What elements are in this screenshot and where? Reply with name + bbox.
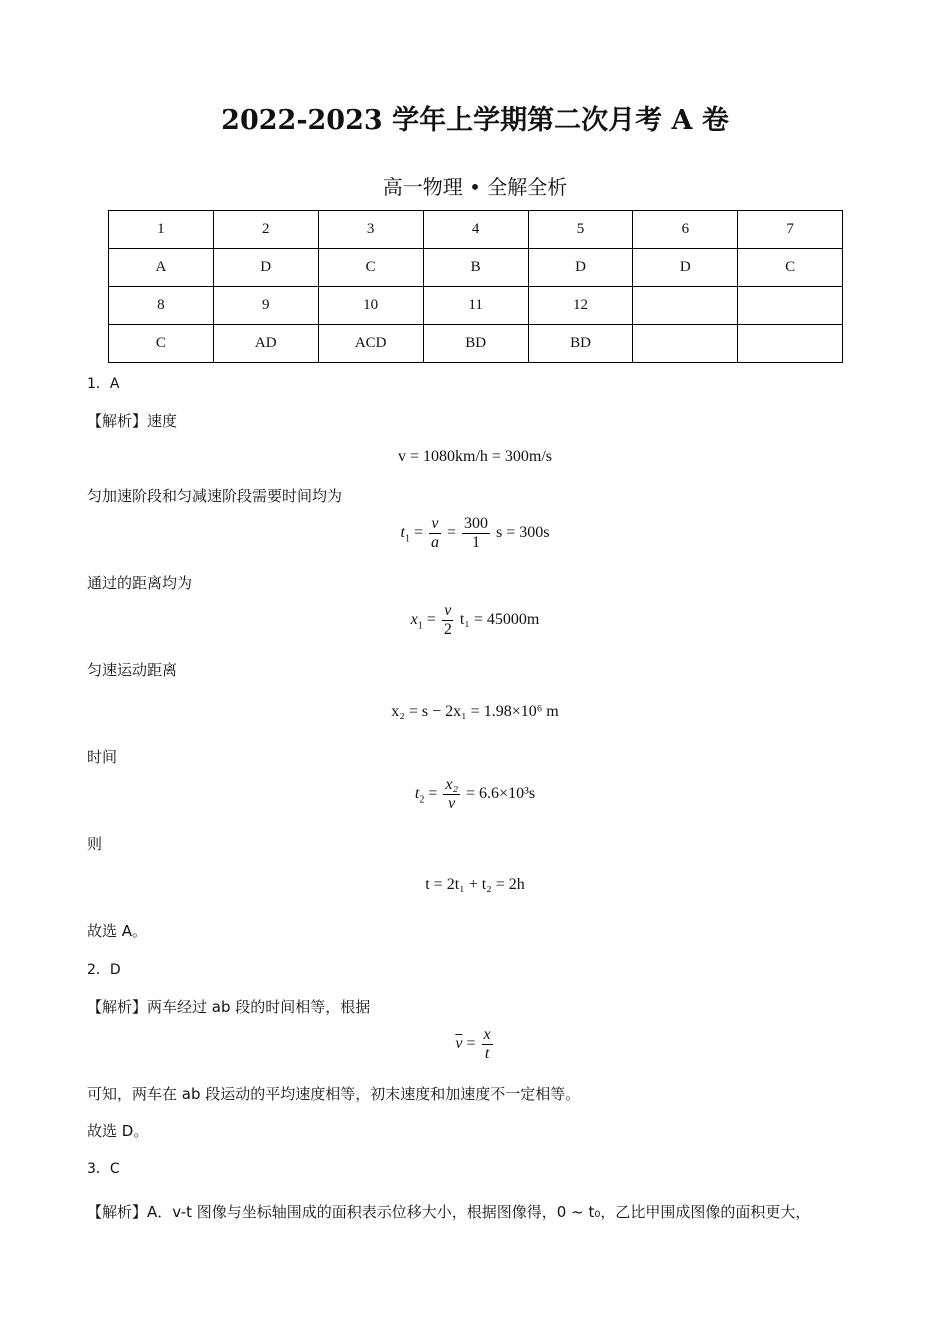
answer-table-cell: 5	[528, 211, 633, 249]
q1-text-accel: 匀加速阶段和匀减速阶段需要时间均为	[87, 487, 343, 505]
answer-table-cell: BD	[423, 325, 528, 363]
document-title: 2022-2023 学年上学期第二次月考 A 卷	[221, 105, 729, 136]
answer-table-cell: 10	[318, 287, 423, 325]
q1-intro: 【解析】速度	[87, 412, 178, 430]
q1-eq-t1: $t_1$ = $\frac{v}{a}$ = $\frac{300}{1}$ s = 300s	[400, 515, 550, 551]
answer-table-cell: 12	[528, 287, 633, 325]
answer-table-row	[109, 249, 843, 287]
q1-eq-x1: $x_1$ = $\frac{v}{2}$ t₁ = 45000m	[410, 602, 540, 638]
q1-eq-velocity: v = 1080km/h = 300m/s	[397, 448, 553, 465]
answer-table-cell	[738, 287, 843, 325]
q2-eq-avg-velocity: $\overline{v}$ = $\frac{x}{t}$	[455, 1026, 491, 1062]
answer-table-cell	[633, 287, 738, 325]
answer-table-cell: 3	[318, 211, 423, 249]
answer-table-cell: C	[318, 249, 423, 287]
q1-text-uniform: 匀速运动距离	[87, 661, 178, 679]
answer-table-row	[109, 287, 843, 325]
answer-table-cell: C	[738, 249, 843, 287]
answer-table-cell: 9	[213, 287, 318, 325]
answer-table-cell: BD	[528, 325, 633, 363]
answer-table-cell: ACD	[318, 325, 423, 363]
answer-table-cell: 4	[423, 211, 528, 249]
q3-text: 【解析】A．v-t 图像与坐标轴围成的面积表示位移大小，根据图像得，0 ~ t₀，乙比甲围成图像的面积更大，	[87, 1203, 811, 1221]
q2-conclusion: 故选 D。	[87, 1122, 149, 1140]
answer-table-cell: D	[213, 249, 318, 287]
answer-table-cell	[633, 325, 738, 363]
answer-table-cell: C	[109, 325, 214, 363]
answer-table-cell: D	[633, 249, 738, 287]
answer-table-row	[109, 325, 843, 363]
q2-text: 可知，两车在 ab 段运动的平均速度相等，初末速度和加速度不一定相等。	[87, 1085, 581, 1103]
q1-text-time: 时间	[87, 748, 118, 766]
q1-eq-t: t = 2t₁ + t₂ = 2h	[425, 876, 525, 893]
q1-text-then: 则	[87, 835, 103, 853]
answer-table-cell	[738, 325, 843, 363]
answer-table-cell: D	[528, 249, 633, 287]
q2-intro: 【解析】两车经过 ab 段的时间相等，根据	[87, 998, 371, 1016]
answer-table-cell: 11	[423, 287, 528, 325]
q1-conclusion: 故选 A。	[87, 922, 148, 940]
answer-table-row	[109, 211, 843, 249]
answer-table-cell: AD	[213, 325, 318, 363]
answer-table-cell: B	[423, 249, 528, 287]
answer-table-cell: 1	[109, 211, 214, 249]
q1-heading: 1．A	[87, 376, 120, 392]
answer-table-cell: A	[109, 249, 214, 287]
q2-heading: 2．D	[87, 962, 121, 978]
q3-heading: 3．C	[87, 1161, 120, 1177]
answer-table-cell: 7	[738, 211, 843, 249]
q1-text-distance: 通过的距离均为	[87, 574, 193, 592]
q1-eq-x2: x₂ = s − 2x₁ = 1.98×10⁶ m	[391, 703, 559, 720]
answer-table-cell: 8	[109, 287, 214, 325]
answer-table-cell: 6	[633, 211, 738, 249]
q1-eq-t2: $t_2$ = $\frac{\text{x₂}}{v}$ = 6.6×10³s	[414, 776, 536, 812]
answer-table	[108, 210, 843, 363]
document-subtitle: 高一物理 • 全解全析	[382, 175, 568, 199]
answer-table-cell: 2	[213, 211, 318, 249]
